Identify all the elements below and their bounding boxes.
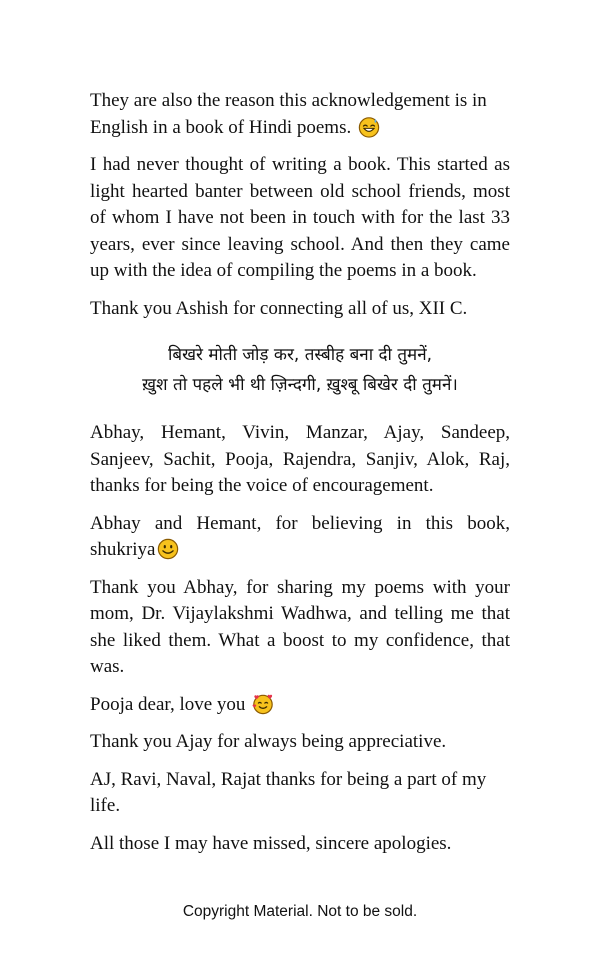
grinning-sweat-icon — [358, 116, 380, 138]
paragraph-text: All those I may have missed, sincere apologies. — [90, 832, 452, 854]
paragraph-text: Thank you Abhay, for sharing my poems with your mom, Dr. Vijaylakshmi Wadhwa, and telling me that she liked them. What a boost to my confidence, that was. — [90, 576, 510, 677]
couplet-line-2: ख़ुश तो पहले भी थी ज़िन्दगी, ख़ुश्बू बिखेर दी तुमनें। — [142, 375, 458, 395]
paragraph-thanks-abhay-mom — [90, 575, 510, 681]
paragraph-aj-ravi-naval-rajat — [90, 767, 510, 820]
paragraph-text: Pooja dear, love you — [90, 693, 246, 715]
smiling-face-icon — [157, 538, 179, 560]
paragraph-text: Thank you Ajay for always being appreciative. — [90, 731, 447, 752]
paragraph-text: Abhay and Hemant, for believing in this book, shukriya — [90, 512, 510, 560]
paragraph-text: They are also the reason this acknowledgement is in English in a book of Hindi poems. — [90, 90, 487, 138]
paragraph-text: Thank you Ashish for connecting all of us, XII C. — [90, 297, 468, 319]
paragraph-pooja — [90, 692, 510, 719]
copyright-footer: Copyright Material. Not to be sold. — [182, 903, 418, 920]
paragraph-thanks-ajay — [90, 729, 510, 756]
couplet-line-1: बिखरे मोती जोड़ कर, तस्बीह बना दी तुमनें, — [167, 345, 433, 365]
paragraph-thanks-ashish — [90, 296, 510, 323]
paragraph-text: Abhay, Hemant, Vivin, Manzar, Ajay, Sandeep, Sanjeev, Sachit, Pooja, Rajendra, Sanjiv, Alok, Raj, thanks for being the voice of encouragement. — [90, 422, 510, 496]
acknowledgement-page — [90, 88, 510, 868]
smiling-face-with-hearts-icon — [252, 693, 274, 715]
paragraph-friends-list — [90, 420, 510, 500]
paragraph-text: AJ, Ravi, Naval, Rajat thanks for being a part of my life. — [90, 768, 487, 816]
hindi-couplet — [90, 340, 510, 400]
paragraph-text: I had never thought of writing a book. This started as light hearted banter between old school friends, most of whom I have not been in touch with for the last 33 years, ever since leaving school. And then they came up with the idea of compiling the poems in a book. — [90, 154, 510, 281]
paragraph-reason-english — [90, 88, 510, 141]
paragraph-abhay-hemant — [90, 511, 510, 564]
paragraph-apologies — [90, 831, 510, 858]
paragraph-book-origin — [90, 152, 510, 285]
